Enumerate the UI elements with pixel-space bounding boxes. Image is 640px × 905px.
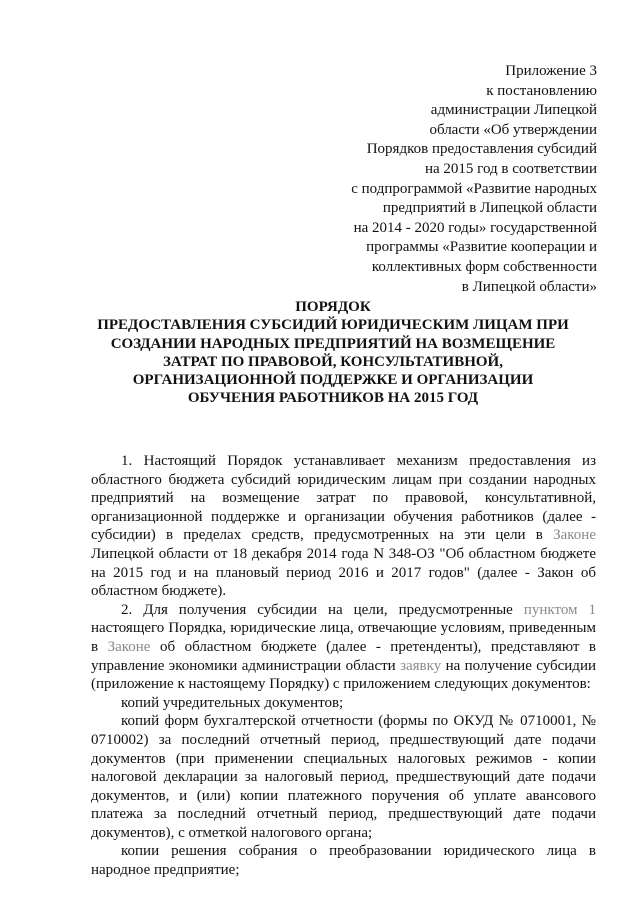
document-title bbox=[70, 298, 596, 408]
paragraph-4: копий форм бухгалтерской отчетности (формы по ОКУД № 0710001, № 0710002) за последний отчетный период, предшествующий дате подачи документов (при применении специальных налоговых режимов - копии налоговой декларации за налоговый период, предшествующий дате подачи документов, и (или) копии платежного поручения об уплате авансового платежа за последний отчетный период, предшествующий дате подачи документов), с отметкой налогового органа; bbox=[91, 713, 596, 841]
appendix-line: Порядков предоставления субсидий bbox=[366, 141, 597, 158]
application-link[interactable]: заявку bbox=[400, 657, 442, 674]
title-line: ПОРЯДОК bbox=[295, 299, 371, 315]
paragraph-text: на получение субсидии (приложение к настоящему Порядку) с приложением следующих документов: bbox=[91, 657, 596, 693]
paragraph-text: Липецкой области от 18 декабря 2014 года N 348-ОЗ "Об областном бюджете на 2015 год и на плановый период 2016 и 2017 годов" (далее - Закон об областном бюджете). bbox=[91, 545, 596, 600]
document-body bbox=[91, 452, 596, 880]
law-link[interactable]: Законе bbox=[553, 527, 596, 544]
appendix-line: области «Об утверждении bbox=[429, 121, 597, 138]
appendix-line: на 2015 год в соответствии bbox=[424, 160, 597, 177]
appendix-line: на 2014 - 2020 годы» государственной bbox=[353, 219, 597, 236]
appendix-line: Приложение 3 bbox=[505, 63, 597, 79]
appendix-line: предприятий в Липецкой области bbox=[382, 200, 597, 217]
title-line: ПРЕДОСТАВЛЕНИЯ СУБСИДИЙ ЮРИДИЧЕСКИМ ЛИЦАМ ПРИ bbox=[97, 317, 569, 334]
title-line: ОБУЧЕНИЯ РАБОТНИКОВ НА 2015 ГОД bbox=[187, 390, 479, 407]
law-link[interactable]: Законе bbox=[107, 638, 151, 655]
appendix-line: с подпрограммой «Развитие народных bbox=[351, 180, 597, 197]
point-link[interactable]: пунктом 1 bbox=[523, 601, 596, 618]
paragraph-text: 2. Для получения субсидии на цели, предусмотренные bbox=[121, 601, 524, 618]
appendix-line: к постановлению bbox=[486, 82, 597, 99]
title-line: ЗАТРАТ ПО ПРАВОВОЙ, КОНСУЛЬТАТИВНОЙ, bbox=[163, 353, 503, 370]
appendix-line: в Липецкой области» bbox=[461, 278, 597, 295]
paragraph-2 bbox=[91, 601, 596, 694]
appendix-line: программы «Развитие кооперации и bbox=[366, 239, 597, 256]
appendix-line: коллективных форм собственности bbox=[371, 258, 597, 275]
paragraph-5: копии решения собрания о преобразовании юридического лица в народное предприятие; bbox=[91, 843, 596, 879]
title-line: ОРГАНИЗАЦИОННОЙ ПОДДЕРЖКЕ И ОРГАНИЗАЦИИ bbox=[132, 372, 534, 389]
appendix-header bbox=[297, 62, 597, 297]
title-line: СОЗДАНИИ НАРОДНЫХ ПРЕДПРИЯТИЙ НА ВОЗМЕЩЕНИЕ bbox=[110, 335, 556, 352]
paragraph-3: копий учредительных документов; bbox=[121, 694, 344, 711]
paragraph-text: 1. Настоящий Порядок устанавливает механизм предоставления из областного бюджета субсидий юридическим лицам при создании народных предприятий на возмещение затрат по правовой, консультативной, организационной поддержке и организации обучения работников (далее - субсидии) в пределах средств, предусмотренных на эти цели в bbox=[91, 453, 596, 544]
paragraph-1 bbox=[91, 452, 596, 601]
appendix-line: администрации Липецкой bbox=[430, 102, 597, 119]
paragraph-text: настоящего Порядка, юридические лица, отвечающие условиям, приведенным в bbox=[91, 620, 596, 655]
paragraph-text: об областном бюджете (далее - претенденты), представляют в управление экономики администрации области bbox=[91, 638, 596, 674]
